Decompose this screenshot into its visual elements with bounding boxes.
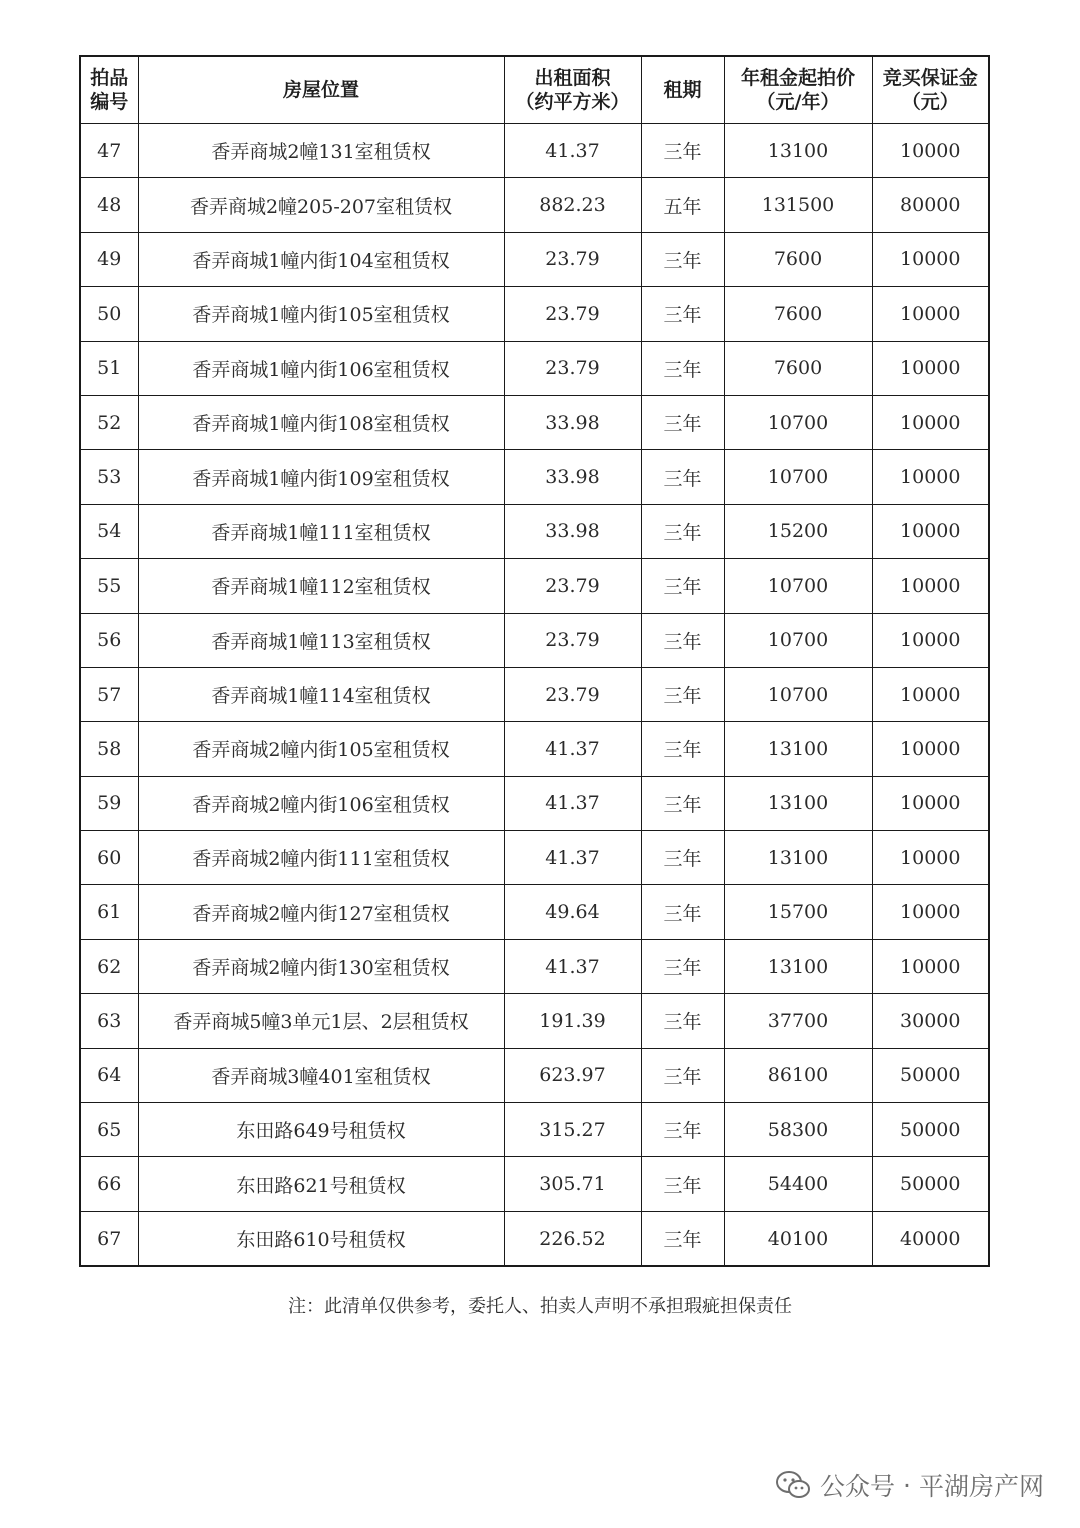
cell-deposit: 40000 <box>872 1211 989 1266</box>
auction-listing-table <box>79 55 990 1267</box>
cell-starting-rent: 7600 <box>724 287 872 341</box>
header-lot-number: 拍品 编号 <box>80 56 138 124</box>
header-starting-rent: 年租金起拍价 （元/年） <box>724 56 872 124</box>
cell-term: 三年 <box>641 1211 724 1266</box>
cell-deposit: 50000 <box>872 1157 989 1211</box>
cell-term: 三年 <box>641 232 724 286</box>
cell-area: 33.98 <box>504 395 641 449</box>
cell-starting-rent: 13100 <box>724 776 872 830</box>
cell-starting-rent: 15700 <box>724 885 872 939</box>
cell-term: 三年 <box>641 885 724 939</box>
cell-starting-rent: 13100 <box>724 939 872 993</box>
cell-location: 香弄商城1幢111室租赁权 <box>138 504 504 558</box>
cell-location: 东田路649号租赁权 <box>138 1103 504 1157</box>
cell-starting-rent: 58300 <box>724 1103 872 1157</box>
cell-deposit: 10000 <box>872 613 989 667</box>
cell-location: 香弄商城2幢内街105室租赁权 <box>138 722 504 776</box>
cell-term: 三年 <box>641 559 724 613</box>
cell-location: 香弄商城2幢内街130室租赁权 <box>138 939 504 993</box>
cell-deposit: 30000 <box>872 994 989 1048</box>
cell-location: 东田路621号租赁权 <box>138 1157 504 1211</box>
cell-term: 三年 <box>641 450 724 504</box>
cell-area: 623.97 <box>504 1048 641 1102</box>
cell-lot-number: 55 <box>80 559 138 613</box>
header-location: 房屋位置 <box>138 56 504 124</box>
cell-starting-rent: 86100 <box>724 1048 872 1102</box>
header-row <box>80 56 989 124</box>
cell-deposit: 10000 <box>872 395 989 449</box>
cell-area: 23.79 <box>504 232 641 286</box>
cell-area: 882.23 <box>504 178 641 232</box>
cell-lot-number: 64 <box>80 1048 138 1102</box>
cell-area: 23.79 <box>504 559 641 613</box>
cell-location: 香弄商城1幢内街104室租赁权 <box>138 232 504 286</box>
cell-starting-rent: 10700 <box>724 559 872 613</box>
table-row <box>80 994 989 1048</box>
cell-deposit: 10000 <box>872 559 989 613</box>
table-row <box>80 776 989 830</box>
cell-starting-rent: 13100 <box>724 124 872 178</box>
cell-term: 五年 <box>641 178 724 232</box>
cell-starting-rent: 10700 <box>724 395 872 449</box>
watermark-account: 平湖房产网 <box>918 1472 1044 1501</box>
cell-starting-rent: 37700 <box>724 994 872 1048</box>
cell-term: 三年 <box>641 994 724 1048</box>
table-row <box>80 1103 989 1157</box>
table-row <box>80 667 989 721</box>
cell-lot-number: 49 <box>80 232 138 286</box>
cell-location: 香弄商城2幢205-207室租赁权 <box>138 178 504 232</box>
cell-deposit: 10000 <box>872 776 989 830</box>
cell-term: 三年 <box>641 939 724 993</box>
cell-starting-rent: 54400 <box>724 1157 872 1211</box>
cell-term: 三年 <box>641 341 724 395</box>
cell-lot-number: 54 <box>80 504 138 558</box>
cell-deposit: 10000 <box>872 831 989 885</box>
cell-lot-number: 51 <box>80 341 138 395</box>
cell-deposit: 50000 <box>872 1103 989 1157</box>
cell-area: 315.27 <box>504 1103 641 1157</box>
cell-area: 41.37 <box>504 831 641 885</box>
cell-lot-number: 61 <box>80 885 138 939</box>
cell-area: 226.52 <box>504 1211 641 1266</box>
cell-location: 香弄商城1幢内街108室租赁权 <box>138 395 504 449</box>
cell-lot-number: 57 <box>80 667 138 721</box>
cell-starting-rent: 7600 <box>724 232 872 286</box>
wechat-icon <box>776 1471 810 1499</box>
cell-deposit: 10000 <box>872 504 989 558</box>
table-row <box>80 178 989 232</box>
cell-lot-number: 67 <box>80 1211 138 1266</box>
table-row <box>80 395 989 449</box>
cell-location: 香弄商城1幢内街109室租赁权 <box>138 450 504 504</box>
cell-deposit: 50000 <box>872 1048 989 1102</box>
table-row <box>80 939 989 993</box>
table-row <box>80 341 989 395</box>
table-row <box>80 1048 989 1102</box>
table-row <box>80 287 989 341</box>
cell-starting-rent: 13100 <box>724 722 872 776</box>
cell-area: 41.37 <box>504 722 641 776</box>
table-row <box>80 232 989 286</box>
cell-starting-rent: 15200 <box>724 504 872 558</box>
cell-deposit: 10000 <box>872 722 989 776</box>
cell-lot-number: 50 <box>80 287 138 341</box>
cell-starting-rent: 10700 <box>724 613 872 667</box>
cell-deposit: 10000 <box>872 450 989 504</box>
source-watermark <box>776 1463 1044 1507</box>
cell-location: 香弄商城2幢内街106室租赁权 <box>138 776 504 830</box>
cell-lot-number: 60 <box>80 831 138 885</box>
table-row <box>80 1211 989 1266</box>
cell-area: 23.79 <box>504 667 641 721</box>
header-deposit: 竞买保证金 （元） <box>872 56 989 124</box>
cell-term: 三年 <box>641 1157 724 1211</box>
cell-lot-number: 52 <box>80 395 138 449</box>
cell-term: 三年 <box>641 776 724 830</box>
cell-location: 香弄商城1幢内街105室租赁权 <box>138 287 504 341</box>
cell-lot-number: 53 <box>80 450 138 504</box>
cell-area: 23.79 <box>504 287 641 341</box>
cell-area: 33.98 <box>504 450 641 504</box>
cell-term: 三年 <box>641 395 724 449</box>
disclaimer-note: 注：此清单仅供参考，委托人、拍卖人声明不承担瑕疵担保责任 <box>288 1296 792 1317</box>
cell-location: 香弄商城1幢114室租赁权 <box>138 667 504 721</box>
cell-lot-number: 62 <box>80 939 138 993</box>
cell-location: 香弄商城2幢内街111室租赁权 <box>138 831 504 885</box>
cell-area: 33.98 <box>504 504 641 558</box>
cell-lot-number: 63 <box>80 994 138 1048</box>
watermark-label: 公众号 <box>820 1472 896 1501</box>
cell-lot-number: 56 <box>80 613 138 667</box>
cell-area: 305.71 <box>504 1157 641 1211</box>
cell-lot-number: 65 <box>80 1103 138 1157</box>
cell-starting-rent: 7600 <box>724 341 872 395</box>
cell-deposit: 80000 <box>872 178 989 232</box>
cell-starting-rent: 13100 <box>724 831 872 885</box>
cell-starting-rent: 40100 <box>724 1211 872 1266</box>
cell-lot-number: 58 <box>80 722 138 776</box>
cell-deposit: 10000 <box>872 667 989 721</box>
cell-lot-number: 48 <box>80 178 138 232</box>
cell-location: 香弄商城1幢113室租赁权 <box>138 613 504 667</box>
cell-term: 三年 <box>641 722 724 776</box>
cell-lot-number: 59 <box>80 776 138 830</box>
cell-deposit: 10000 <box>872 232 989 286</box>
cell-term: 三年 <box>641 1048 724 1102</box>
table-row <box>80 613 989 667</box>
cell-area: 41.37 <box>504 776 641 830</box>
cell-location: 香弄商城2幢内街127室租赁权 <box>138 885 504 939</box>
cell-term: 三年 <box>641 667 724 721</box>
table-row <box>80 124 989 178</box>
cell-area: 23.79 <box>504 341 641 395</box>
cell-location: 香弄商城1幢112室租赁权 <box>138 559 504 613</box>
cell-starting-rent: 131500 <box>724 178 872 232</box>
table-row <box>80 559 989 613</box>
table-row <box>80 450 989 504</box>
table-header <box>80 56 989 124</box>
table-row <box>80 722 989 776</box>
cell-location: 东田路610号租赁权 <box>138 1211 504 1266</box>
table-row <box>80 831 989 885</box>
header-area: 出租面积 （约平方米） <box>504 56 641 124</box>
cell-deposit: 10000 <box>872 124 989 178</box>
cell-deposit: 10000 <box>872 287 989 341</box>
cell-location: 香弄商城1幢内街106室租赁权 <box>138 341 504 395</box>
cell-term: 三年 <box>641 504 724 558</box>
cell-term: 三年 <box>641 1103 724 1157</box>
cell-term: 三年 <box>641 124 724 178</box>
watermark-separator: · <box>903 1470 911 1500</box>
cell-location: 香弄商城3幢401室租赁权 <box>138 1048 504 1102</box>
cell-area: 41.37 <box>504 124 641 178</box>
cell-area: 49.64 <box>504 885 641 939</box>
cell-deposit: 10000 <box>872 939 989 993</box>
cell-deposit: 10000 <box>872 885 989 939</box>
cell-starting-rent: 10700 <box>724 667 872 721</box>
cell-lot-number: 47 <box>80 124 138 178</box>
header-term: 租期 <box>641 56 724 124</box>
cell-term: 三年 <box>641 831 724 885</box>
table-row <box>80 1157 989 1211</box>
cell-area: 191.39 <box>504 994 641 1048</box>
cell-lot-number: 66 <box>80 1157 138 1211</box>
cell-starting-rent: 10700 <box>724 450 872 504</box>
cell-term: 三年 <box>641 613 724 667</box>
cell-deposit: 10000 <box>872 341 989 395</box>
cell-location: 香弄商城5幢3单元1层、2层租赁权 <box>138 994 504 1048</box>
cell-area: 23.79 <box>504 613 641 667</box>
table-row <box>80 504 989 558</box>
cell-location: 香弄商城2幢131室租赁权 <box>138 124 504 178</box>
cell-term: 三年 <box>641 287 724 341</box>
cell-area: 41.37 <box>504 939 641 993</box>
table-row <box>80 885 989 939</box>
table-body <box>80 124 989 1267</box>
